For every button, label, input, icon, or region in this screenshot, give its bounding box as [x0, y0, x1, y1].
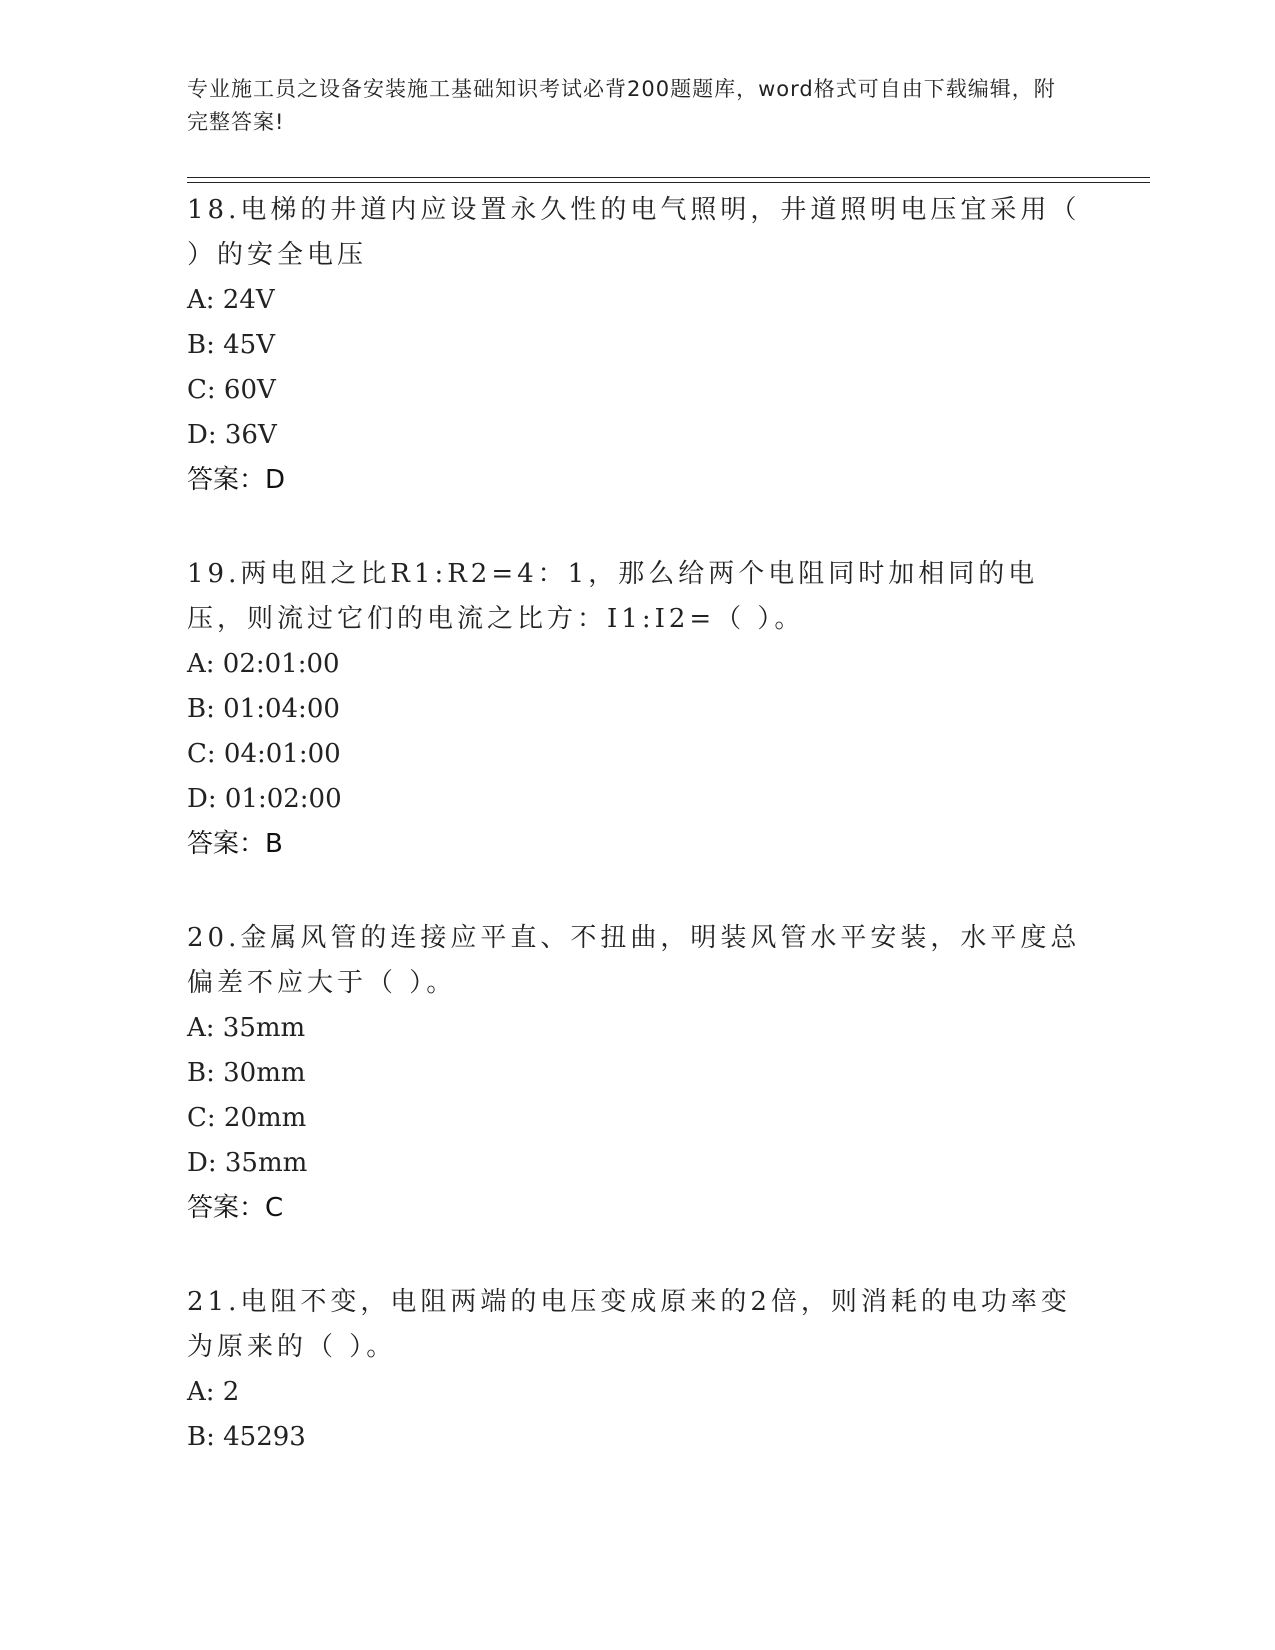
question-20 — [187, 916, 1087, 1230]
option-c: C: 04:01:00 — [187, 739, 341, 769]
option-d: D: 36V — [187, 420, 277, 450]
answer-line: 答案：C — [187, 1193, 284, 1223]
option-d: D: 01:02:00 — [187, 784, 342, 814]
option-b: B: 45V — [187, 330, 275, 360]
question-stem: 20.金属风管的连接应平直、不扭曲，明装风管水平安装，水平度总偏差不应大于（ ）。 — [187, 923, 1081, 998]
question-19 — [187, 552, 1087, 866]
document-header: 专业施工员之设备安装施工基础知识考试必背200题题库，word格式可自由下载编辑，附完整答案! — [187, 77, 1056, 134]
question-stem: 19.两电阻之比R1:R2=4：1，那么给两个电阻同时加相同的电压，则流过它们的电流之比方：I1:I2=（ ）。 — [187, 559, 1039, 634]
question-18 — [187, 188, 1093, 502]
option-d: D: 35mm — [187, 1148, 308, 1178]
question-stem: 18.电梯的井道内应设置永久性的电气照明，井道照明电压宜采用（ ）的安全电压 — [187, 195, 1093, 270]
option-a: A: 24V — [187, 285, 275, 315]
option-c: C: 60V — [187, 375, 276, 405]
option-b: B: 30mm — [187, 1058, 306, 1088]
option-a: A: 2 — [187, 1377, 240, 1407]
option-a: A: 02:01:00 — [187, 649, 340, 679]
option-c: C: 20mm — [187, 1103, 307, 1133]
header-divider-bottom — [187, 182, 1150, 183]
option-b: B: 01:04:00 — [187, 694, 340, 724]
answer-line: 答案：D — [187, 465, 286, 495]
answer-line: 答案：B — [187, 829, 283, 859]
option-b: B: 45293 — [187, 1422, 306, 1452]
header-divider-top — [187, 177, 1150, 178]
question-stem: 21.电阻不变，电阻两端的电压变成原来的2倍，则消耗的电功率变为原来的（ ）。 — [187, 1287, 1071, 1362]
question-21 — [187, 1280, 1087, 1460]
option-a: A: 35mm — [187, 1013, 306, 1043]
